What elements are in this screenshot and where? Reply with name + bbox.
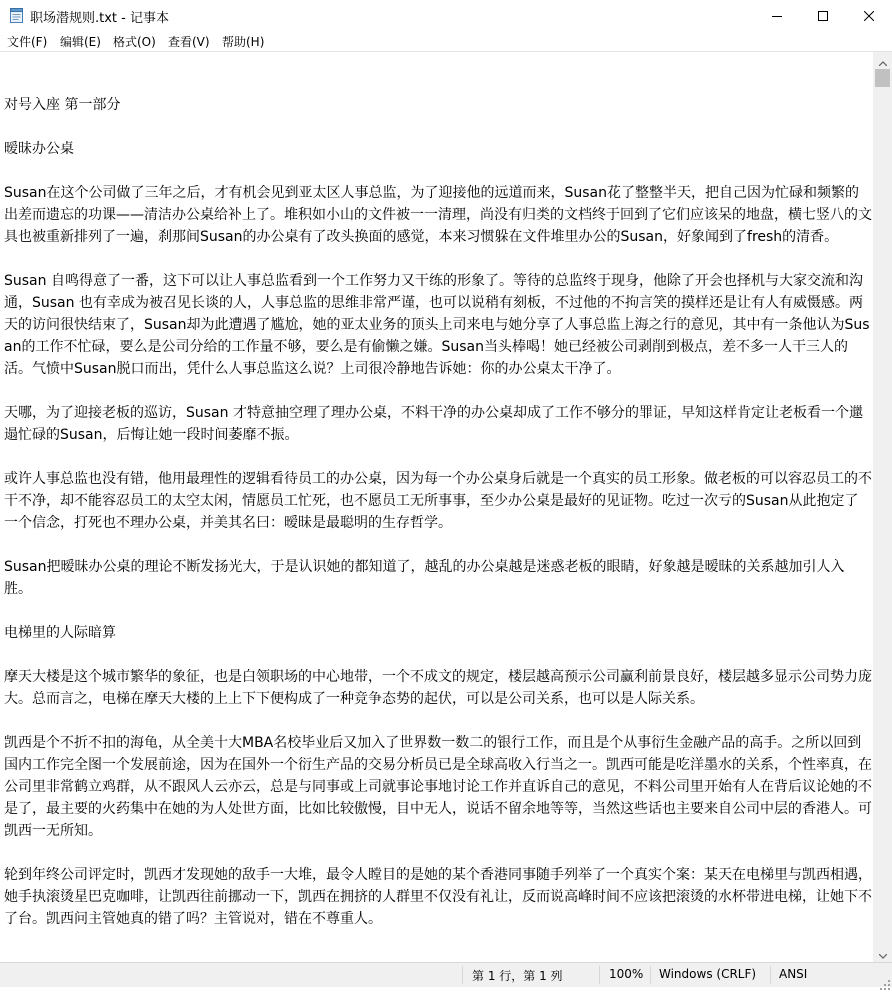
text-line: 暧昧办公桌: [4, 141, 74, 157]
scroll-down-button[interactable]: [873, 945, 892, 962]
blank-line: [4, 446, 872, 468]
text-line: 凯西是个不折不扣的海龟，从全美十大MBA名校毕业后又加入了世界数一数二的银行工作，而且是个从事衍生金融产品的高手。之所以回到国内工作完全图一个发展前途，因为在国外一个衍生产品的交易分析员已是全球高收入行当之一。凯西可能是吃洋墨水的关系，个性率真，在公司里非常鹤立鸡群，从不跟风人云亦云，总是与同事或上司就事论事地讨论工作并直诉自己的意见，不料公司里开始有人在背后议论她的不是了，最主要的火药集中在她的为人处世方面，比如比较傲慢，目中无人，说话不留余地等等，当然这些话也主要来自公司中层的香港人。可凯西一无所知。: [4, 735, 872, 839]
blank-line: [4, 116, 872, 138]
blank-line: [4, 710, 872, 732]
menu-bar: [0, 31, 892, 51]
blank-line: [4, 644, 872, 666]
title-bar[interactable]: [0, 0, 892, 31]
blank-line: [4, 600, 872, 622]
chevron-up-icon: [879, 51, 887, 70]
status-separator: [462, 966, 463, 984]
scroll-thumb[interactable]: [875, 69, 890, 87]
text-editor[interactable]: [0, 52, 873, 962]
text-line: Susan 自鸣得意了一番，这下可以让人事总监看到一个工作努力又干练的形象了。等待的总监终于现身，他除了开会也择机与大家交流和沟通，Susan 也有幸成为被召见长谈的人，人事总监的思维非常严谨，也可以说稍有刻板，不过他的不拘言笑的摸样还是让有人有威慑感。两天的访问很快结束了，Susan却为此遭遇了尴尬，她的亚太业务的顶头上司来电与她分享了人事总监上海之行的意见，其中有一条他认为Susan的工作不忙碌，要么是公司分给的工作量不够，要么是有偷懒之嫌。Susan当头棒喝！她已经被公司剥削到极点，差不多一人干三人的活。气愤中Susan脱口而出，凭什么人事总监这么说？上司很冷静地告诉她：你的办公桌太干净了。: [4, 273, 870, 377]
document-text[interactable]: [4, 94, 872, 930]
scroll-up-button[interactable]: [873, 52, 892, 69]
minimize-button[interactable]: [754, 0, 800, 31]
close-button[interactable]: [846, 0, 892, 31]
text-line: 天哪，为了迎接老板的巡访，Susan 才特意抽空理了理办公桌，不料干净的办公桌却成了工作不够分的罪证，早知这样肯定让老板看一个邋遢忙碌的Susan，后悔让她一段时间萎靡不振。: [4, 405, 863, 443]
blank-line: [4, 380, 872, 402]
status-bar: [0, 962, 892, 987]
maximize-icon: [818, 11, 828, 21]
menu-edit[interactable]: 编辑(E): [60, 35, 101, 49]
text-line: Susan在这个公司做了三年之后，才有机会见到亚太区人事总监，为了迎接他的远道而来，Susan花了整整半天，把自己因为忙碌和频繁的出差而遗忘的功课——清洁办公桌给补上了。堆积如小山的文件被一一清理，尚没有归类的文档终于回到了它们应该呆的地盘，横七竖八的文具也被重新排列了一遍，刹那间Susan的办公桌有了改头换面的感觉，本来习惯躲在文件堆里办公的Susan，好象闻到了fresh的清香。: [4, 185, 872, 245]
status-separator: [599, 966, 600, 984]
text-line: 或许人事总监也没有错，他用最理性的逻辑看待员工的办公桌，因为每一个办公桌身后就是一个真实的员工形象。做老板的可以容忍员工的不干不净，却不能容忍员工的太空太闲，情愿员工忙死，也不愿员工无所事事，至少办公桌是最好的见证物。吃过一次亏的Susan从此抱定了一个信念，打死也不理办公桌，并美其名曰：暧昧是最聪明的生存哲学。: [4, 471, 872, 531]
maximize-button[interactable]: [800, 0, 846, 31]
text-line: 对号入座 第一部分: [4, 97, 121, 113]
close-icon: [864, 11, 874, 21]
window-title: 职场潜规则.txt - 记事本: [30, 11, 169, 26]
text-line: Susan把暧昧办公桌的理论不断发扬光大，于是认识她的都知道了，越乱的办公桌越是迷惑老板的眼睛，好象越是暧昧的关系越加引人入胜。: [4, 559, 845, 597]
blank-line: [4, 160, 872, 182]
status-separator: [650, 966, 651, 984]
vertical-scrollbar[interactable]: [873, 52, 892, 962]
menu-format[interactable]: 格式(O): [113, 35, 156, 49]
menu-help[interactable]: 帮助(H): [222, 35, 265, 49]
resize-grip-icon[interactable]: [880, 975, 890, 985]
line-ending: Windows (CRLF): [659, 967, 757, 981]
chevron-down-icon: [879, 944, 887, 963]
menu-view[interactable]: 查看(V): [168, 35, 210, 49]
text-line: 轮到年终公司评定时，凯西才发现她的敌手一大堆，最令人瞠目的是她的某个香港同事随手列举了一个真实个案：某天在电梯里与凯西相遇，她手执滚烫星巴克咖啡，让凯西往前挪动一下，凯西在拥挤的人群里不仅没有礼让，反而说高峰时间不应该把滚烫的水杯带进电梯，让她下不了台。凯西问主管她真的错了吗？主管说对，错在不尊重人。: [4, 867, 872, 927]
zoom-level: 100%: [609, 967, 644, 981]
text-line: 电梯里的人际暗算: [4, 625, 116, 641]
notepad-icon: [10, 8, 23, 23]
cursor-position: 第 1 行，第 1 列: [472, 969, 563, 983]
blank-line: [4, 534, 872, 556]
minimize-icon: [772, 11, 782, 21]
text-line: 摩天大楼是这个城市繁华的象征，也是白领职场的中心地带，一个不成文的规定，楼层越高预示公司赢利前景良好，楼层越多显示公司势力庞大。总而言之，电梯在摩天大楼的上上下下便构成了一种竞争态势的起伏，可以是公司关系，也可以是人际关系。: [4, 669, 872, 707]
menu-file[interactable]: 文件(F): [7, 35, 48, 49]
encoding: ANSI: [779, 967, 808, 981]
blank-line: [4, 842, 872, 864]
status-separator: [770, 966, 771, 984]
blank-line: [4, 248, 872, 270]
